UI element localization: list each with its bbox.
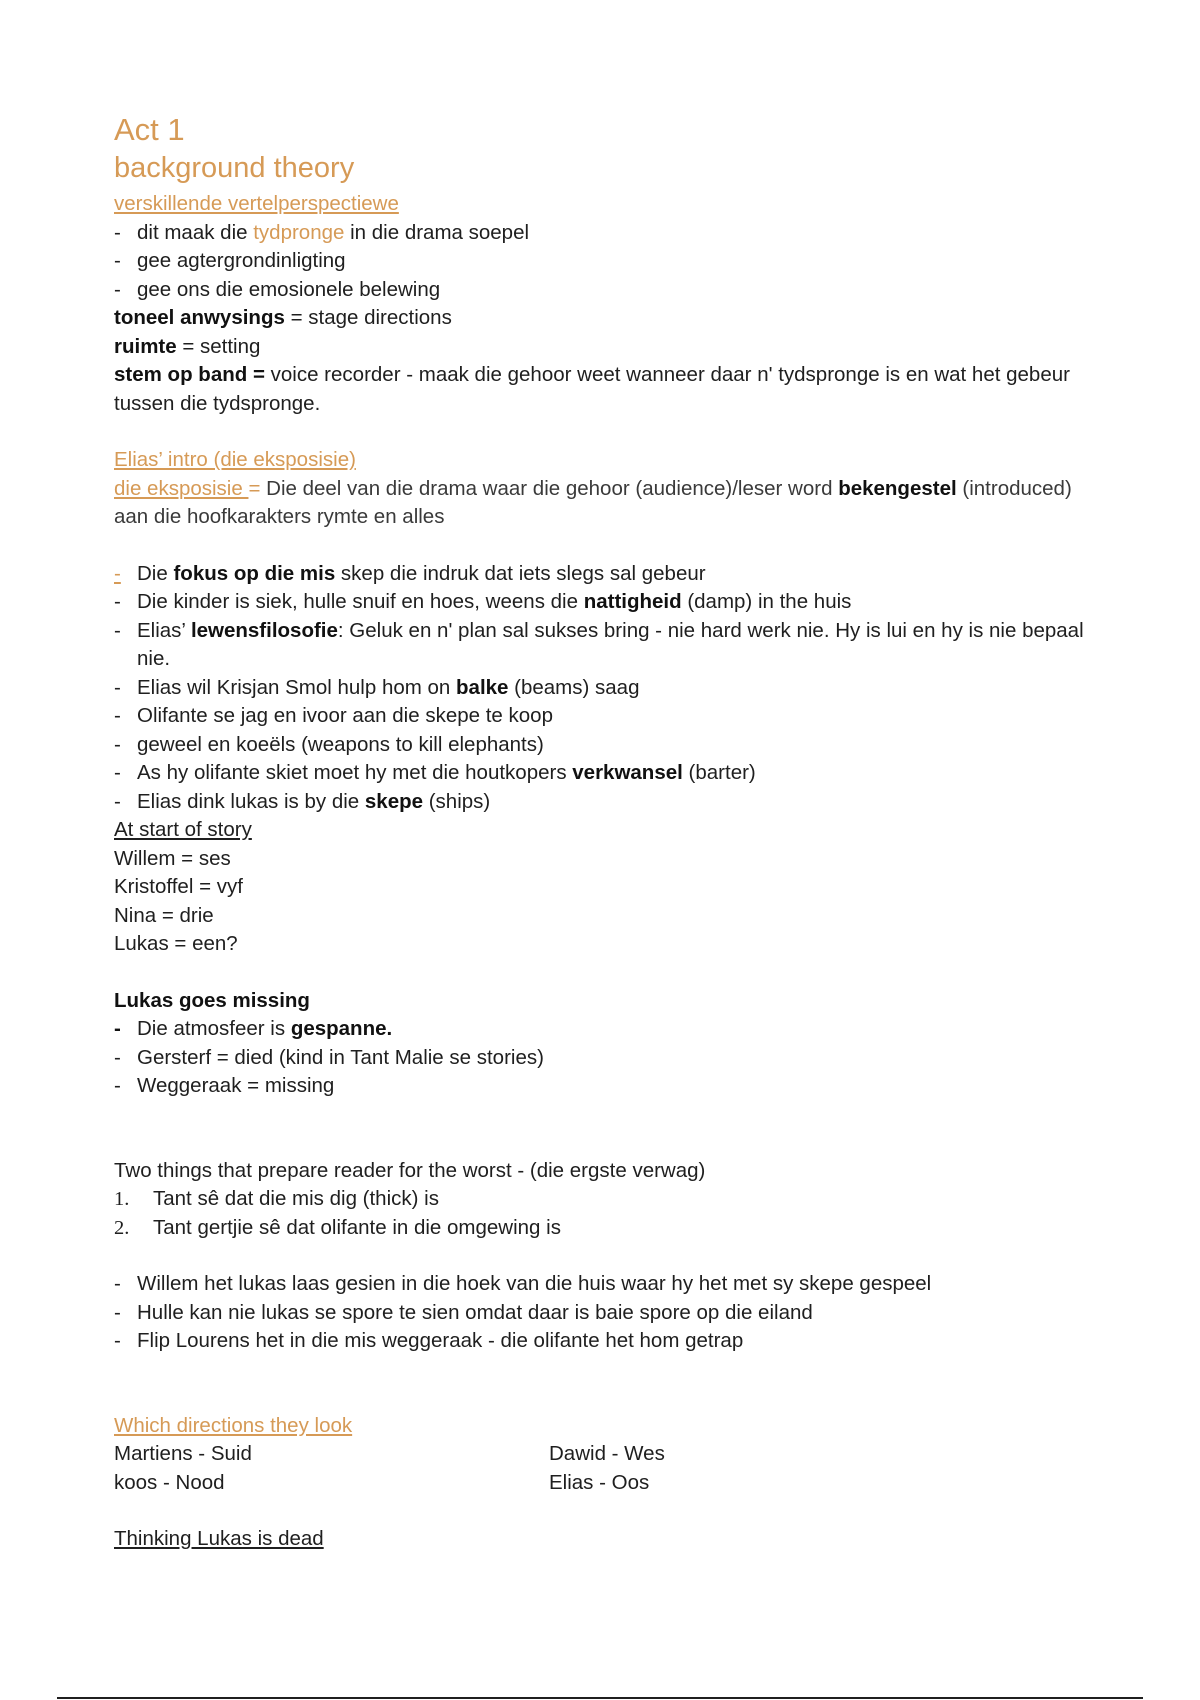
list-item: - Elias’ lewensfilosofie: Geluk en n' plan sal sukses bring - nie hard werk nie. Hy is lui en hy is nie bepaal nie.	[114, 618, 1084, 670]
list-item: - Hulle kan nie lukas se spore te sien omdat daar is baie spore op die eiland	[114, 1300, 813, 1324]
eksposisie-definition: die eksposisie = Die deel van die drama waar die gehoor (audience)/leser word bekengestel (introduced) aan die hoofkarakters rymte en alles	[114, 476, 1072, 528]
direction-entry: Dawid - Wes	[549, 1442, 665, 1465]
age-line: Kristoffel = vyf	[114, 875, 243, 898]
numbered-item: 1. Tant sê dat die mis dig (thick) is	[114, 1187, 439, 1210]
list-item: - gee ons die emosionele belewing	[114, 277, 441, 301]
act-title: Act 1	[114, 112, 185, 147]
bottom-rule	[57, 1697, 1143, 1699]
list-item: - dit maak die tydpronge in die drama soepel	[114, 220, 530, 244]
definition-line: toneel anwysings = stage directions	[114, 306, 452, 329]
definition-line: stem op band = voice recorder - maak die gehoor weet wanneer daar n' tydspronge is en wat het gebeur tussen die tydspronge.	[114, 363, 1070, 415]
heading-lukas-missing: Lukas goes missing	[114, 988, 310, 1012]
list-item: - Gersterf = died (kind in Tant Malie se stories)	[114, 1045, 544, 1069]
section-subtitle: background theory	[114, 152, 355, 184]
list-item: - Flip Lourens het in die mis weggeraak - die olifante het hom getrap	[114, 1329, 744, 1352]
list-item: - Elias dink lukas is by die skepe (ships)	[114, 789, 491, 813]
prepare-reader-intro: Two things that prepare reader for the worst - (die ergste verwag)	[114, 1158, 706, 1182]
list-item: - Olifante se jag en ivoor aan die skepe te koop	[114, 704, 553, 727]
list-item: - Die fokus op die mis skep die indruk dat iets slegs sal gebeur	[114, 561, 706, 585]
heading-lukas-dead: Thinking Lukas is dead	[114, 1527, 324, 1550]
age-line: Nina = drie	[114, 903, 214, 927]
list-item: - Die atmosfeer is gespanne.	[114, 1017, 393, 1040]
direction-entry: koos - Nood	[114, 1470, 225, 1494]
age-line: Lukas = een?	[114, 932, 238, 955]
list-item: - Die kinder is siek, hulle snuif en hoes, weens die nattigheid (damp) in the huis	[114, 590, 852, 613]
direction-entry: Elias - Oos	[549, 1470, 650, 1494]
heading-start-of-story: At start of story	[114, 818, 252, 841]
list-item: - geweel en koeëls (weapons to kill elephants)	[114, 732, 544, 756]
document-page	[114, 112, 1094, 1554]
numbered-item: 2. Tant gertjie sê dat olifante in die omgewing is	[114, 1215, 561, 1239]
list-item: - Elias wil Krisjan Smol hulp hom on balke (beams) saag	[114, 675, 640, 699]
definition-line: ruimte = setting	[114, 334, 261, 358]
directions-table	[114, 1440, 1094, 1497]
age-line: Willem = ses	[114, 846, 231, 870]
list-item: - Weggeraak = missing	[114, 1074, 335, 1097]
heading-vertelperspectiewe: verskillende vertelperspectiewe	[114, 192, 399, 215]
list-item: - As hy olifante skiet moet hy met die houtkopers verkwansel (barter)	[114, 761, 756, 784]
heading-elias-intro: Elias’ intro (die eksposisie)	[114, 448, 356, 471]
direction-entry: Martiens - Suid	[114, 1442, 252, 1465]
list-item: - Willem het lukas laas gesien in die hoek van die huis waar hy het met sy skepe gespeel	[114, 1272, 932, 1295]
list-item: - gee agtergrondinligting	[114, 249, 346, 272]
heading-directions: Which directions they look	[114, 1413, 353, 1437]
